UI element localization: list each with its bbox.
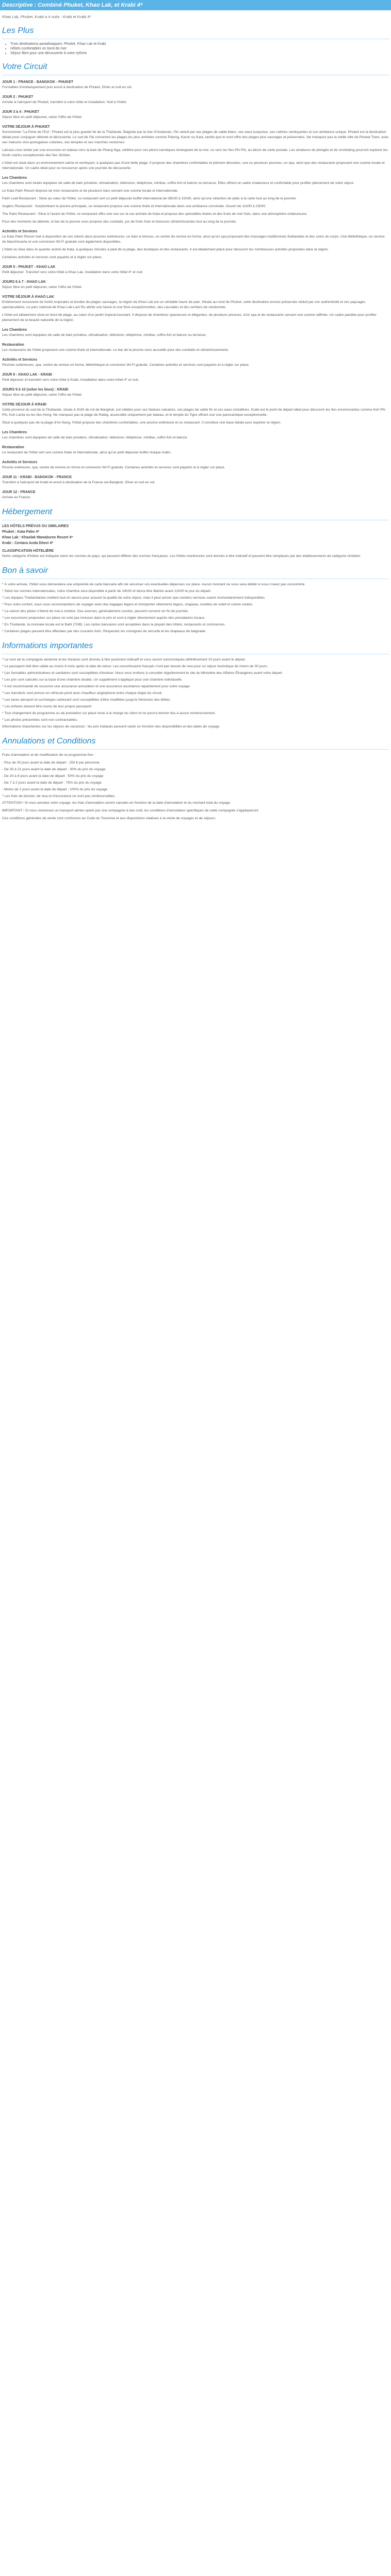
bullet-item: * Les taxes aéroport et surcharges carburant sont susceptibles d'être modifiées jusqu'à l'émission des billets. xyxy=(2,698,171,702)
paragraph: Séjour libre en petit déjeuner, selon l'offre de l'hôtel. xyxy=(2,115,83,119)
section-title-bon: Bon à savoir xyxy=(2,566,48,575)
annul-intro: Frais d'annulation et de modification de ce programme fixe : xyxy=(2,753,95,757)
day-heading: VOTRE SÉJOUR À KRABI xyxy=(2,403,46,406)
annul-list xyxy=(0,760,391,799)
bullet-item: * Le nom de la compagnie aérienne et les horaires sont donnés à titre purement indicatif et vous seront communiqués définitivement 10 jours avant le départ. xyxy=(2,658,246,662)
classification-head: CLASSIFICATION HÔTELIÈRE xyxy=(2,549,54,553)
day-heading: JOUR 11 : KRABI - BANGKOK - FRANCE xyxy=(2,476,72,479)
day-heading: Activités et Services xyxy=(2,230,38,233)
bullet-item: - De 20 à 8 jours avant la date de départ : 50% du prix du voyage xyxy=(2,774,104,778)
day-heading: Restauration xyxy=(2,343,24,347)
day-heading: VOTRE SÉJOUR À PHUKET xyxy=(2,125,50,129)
page xyxy=(0,0,391,821)
day-heading: JOUR 2 : PHUKET xyxy=(2,95,34,99)
day-heading: JOUR 3 à 4 : PHUKET xyxy=(2,110,39,114)
paragraph: Piscines extérieures, spa, centre de remise en forme, bibliothèque et connexion Wi-Fi gratuite. Certaines activités et services sont payants et à régler sur place. xyxy=(2,363,250,367)
section-title-plus: Les Plus xyxy=(2,26,34,35)
paragraph: Cette province du sud de la Thaïlande, située à 1h30 de vol de Bangkok, est célèbre pour ses falaises calcaires, ses plages de sable fin et ses eaux cristallines. Krabi est le point de départ idéal pour découvrir les îles environnantes comme Koh Phi Phi, Koh Lanta ou les îles Hong. Ne manquez pas la plage de Railay, accessible uniquement par bateau, et le temple du Tigre offrant une vue panoramique exceptionnelle. xyxy=(2,408,386,417)
day-heading: JOUR 12 : FRANCE xyxy=(2,490,36,494)
bullet-item: Informations importantes sur les séjours de vacances : les prix indiqués peuvent varier en fonction des disponibilités et des dates de voyage. xyxy=(2,725,220,728)
paragraph: Les chambres sont équipées de salle de bain privative, climatisation, télévision, téléphone, minibar, coffre-fort et balcon ou terrasse. xyxy=(2,333,207,337)
info-list xyxy=(0,657,391,730)
annul-notes xyxy=(0,801,391,821)
paragraph: L'hôtel est idéalement situé en bord de plage, au cœur d'un jardin tropical luxuriant. Il dispose de chambres spacieuses et élégantes, de plusieurs piscines, d'un spa et de restaurants servant une cuisine raffinée. Un cadre paisible pour profiter pleinement de la beauté naturelle de la région. xyxy=(2,313,377,322)
paragraph: Piscine extérieure, spa, centre de remise en forme et connexion Wi-Fi gratuite. Certaines activités et services sont payants et à régler sur place. xyxy=(2,466,225,469)
hotel-name: Krabi : Centara Anda Dhevi 4* xyxy=(2,541,53,545)
day-heading: JOUR 5 : PHUKET - KHAO LAK xyxy=(2,265,56,269)
note-paragraph: ATTENTION ! Si vous annulez votre voyage, les frais d'annulation seront calculés en fonction de la date d'annulation et du montant total du voyage. xyxy=(2,801,231,805)
paragraph: Pour des moments de détente, le bar de la piscine vous propose des cocktails, jus de fruits frais et boissons rafraîchissantes tout au long de la journée. xyxy=(2,220,237,224)
paragraph: Entièrement recouverte de forêts tropicales et bordée de plages sauvages, la région de Khao Lak est un véritable havre de paix. Située au nord de Phuket, cette destination encore préservée séduit par son authenticité et ses paysages spectaculaires. Le parc national de Khao Lak-Lam Ru abrite une faune et une flore exceptionnelles, des cascades et des sentiers de randonnée. xyxy=(2,300,366,309)
paragraph: Formalités d'embarquement puis envol à destination de Phuket. Dîner et nuit en vol. xyxy=(2,86,133,89)
day-heading: Activités et Services xyxy=(2,358,38,362)
paragraph: The Palm Restaurant : Situé à l'avant de l'hôtel, ce restaurant offre une vue sur la rue animée de Kata et propose des spécialités thaïes et des fruits de mer frais, dans une atmosphère chaleureuse. xyxy=(2,212,307,216)
day-heading: Activités et Services xyxy=(2,461,38,464)
bullet-item: * Pour votre confort, nous vous recommandons de voyager avec des bagages légers et d'emporter vêtements légers, chapeau, lunettes de soleil et crème solaire. xyxy=(2,603,253,606)
paragraph: Petit déjeuner et transfert vers votre hôtel à Krabi. Installation dans votre hôtel 4* et nuit. xyxy=(2,378,139,382)
paragraph: Séjour libre en petit déjeuner, selon l'offre de l'hôtel. xyxy=(2,393,83,397)
page-subtitle: Khao Lak, Phuket, Krabi a 4 nuits - Krabi et Krabi 4* xyxy=(2,14,91,19)
bullet-item: * Les enfants doivent être munis de leur propre passeport. xyxy=(2,705,92,708)
banner xyxy=(0,0,391,10)
paragraph: Le Kata Palm Resort met à disposition de ses clients deux piscines extérieures, un bain à remous, un centre de remise en forme, ainsi qu'un spa proposant des massages traditionnels thaïlandais et des soins du corps. Une bibliothèque, un service de blanchisserie et une connexion Wi-Fi gratuite sont également disponibles. xyxy=(2,235,385,244)
bullet-item: * Les excursions proposées sur place ne sont pas incluses dans le prix et sont à régler directement auprès des prestataires locaux. xyxy=(2,616,206,620)
list-item: • Trois destinations paradisiaques: Phuket, Khao Lak et Krabi xyxy=(10,42,391,46)
paragraph: L'hôtel se situe dans le quartier animé de Kata, à quelques minutes à pied de la plage, des boutiques et des restaurants. Il est idéalement placé pour découvrir les nombreuses activités proposées dans la région. xyxy=(2,248,329,251)
list-item: • Séjour libre pour une découverte à votre rythme xyxy=(10,52,391,55)
paragraph: Le restaurant de l'hôtel sert une cuisine thaïe et internationale, ainsi qu'un petit déjeuner buffet chaque matin. xyxy=(2,451,172,454)
paragraph: Surnommée "La Perle de l'Est", Phuket est la plus grande île de la Thaïlande. Baignée par la mer d'Andaman, l'île séduit par ses plages de sable blanc, ses eaux turquoise, ses collines verdoyantes et son ambiance unique. Phuket est la destination idéale pour conjuguer détente et découverte. Le sud de l'île concentre les plages les plus animées comme Patong, Karon ou Kata, tandis que le nord offre des plages plus sauvages et préservées. Ne manquez pas la vieille ville de Phuket Town, avec ses maisons sino-portugaises colorées, ses temples et ses marchés nocturnes. xyxy=(2,130,389,144)
divider xyxy=(2,749,389,750)
paragraph: Arrivée à l'aéroport de Phuket, transfert à votre hôtel et installation. Nuit à l'hôtel. xyxy=(2,100,127,104)
paragraph: Anglers Restaurant : Surplombant la piscine principale, ce restaurant propose une cuisine thaïe et internationale dans une ambiance conviviale. Ouvert de 11h00 à 23h00. xyxy=(2,205,267,208)
list-item: • Hôtels confortables en bord de mer xyxy=(10,47,391,50)
note-paragraph: Ces conditions générales de vente sont conformes au Code du Tourisme et aux dispositions relatives à la vente de voyages et de séjours. xyxy=(2,817,216,820)
paragraph: Palm Leaf Restaurant : Situé au cœur de l'hôtel, ce restaurant sert un petit déjeuner buffet international de 06h30 à 10h30, ainsi qu'une sélection de plats à la carte tout au long de la journée. xyxy=(2,197,297,200)
section-title-annul: Annulations et Conditions xyxy=(2,737,96,745)
day-heading: JOUR 8 : KHAO LAK - KRABI xyxy=(2,373,52,377)
paragraph: Laissez-vous tenter par une excursion en bateau vers la baie de Phang Nga, célèbre pour ses pitons karstiques émergeant de la mer, ou vers les îles Phi Phi, au décor de carte postale. Les amateurs de plongée et de snorkeling pourront explorer les fonds marins exceptionnels des îles Similan. xyxy=(2,148,388,157)
circuit-body xyxy=(0,80,391,500)
bullet-item: * Selon les normes internationales, votre chambre sera disponible à partir de 14h00 et devra être libérée avant 12h00 le jour du départ. xyxy=(2,589,211,593)
day-heading: JOURS 9 à 10 (selon les lieux) : KRABI xyxy=(2,388,69,392)
hotel-name: Khao Lak : Khaolak Wanaburee Resort 4* xyxy=(2,536,73,539)
bullet-item: - Plus de 30 jours avant la date de départ : 150 € par personne xyxy=(2,761,100,765)
page-title: Descriptive : Combiné Phuket, Khao Lak, et Krabi 4* xyxy=(2,2,143,8)
classification-text: Notre catégorie d'hôtels est indiquée selon les normes du pays, qui peuvent différer des normes françaises. Les hôtels mentionnés sont donnés à titre indicatif et peuvent être remplacés par des établissements de catégorie similaire. xyxy=(2,554,361,558)
bullet-item: * Les photos présentées sont non contractuelles. xyxy=(2,718,78,722)
day-heading: Les Chambres xyxy=(2,431,27,434)
day-heading: JOURS 6 à 7 : KHAO LAK xyxy=(2,280,46,284)
section-title-circuit: Votre Circuit xyxy=(2,62,47,71)
bullet-item: - Moins de 2 jours avant la date de départ : 100% du prix du voyage xyxy=(2,788,108,791)
paragraph: Petit déjeuner. Transfert vers votre hôtel à Khao Lak, installation dans votre hôtel 4* et nuit. xyxy=(2,270,143,274)
day-heading: JOUR 1 : FRANCE - BANGKOK - PHUKET xyxy=(2,80,74,84)
paragraph: Certaines activités et services sont payants et à régler sur place. xyxy=(2,256,103,259)
bullet-item: * Le passeport doit être valide au moins 6 mois après la date de retour. Les ressortissants français n'ont pas besoin de visa pour un séjour touristique de moins de 30 jours. xyxy=(2,665,268,668)
section-title-info: Informations importantes xyxy=(2,641,93,650)
hotel-name: Phuket : Kata Palm 4* xyxy=(2,530,39,534)
bon-list xyxy=(0,582,391,634)
bullet-item: - De 30 à 21 jours avant la date de départ : 30% du prix du voyage xyxy=(2,768,106,771)
paragraph: Les chambres sont toutes équipées de salle de bain privative, climatisation, télévision, téléphone, minibar, coffre-fort et balcon ou terrasse. Elles offrent un cadre chaleureux et confortable pour profiter pleinement de votre séjour. xyxy=(2,181,354,185)
bullet-item: * En Thaïlande, la monnaie locale est le Baht (THB). Les cartes bancaires sont acceptées dans la plupart des hôtels, restaurants et commerces. xyxy=(2,623,226,626)
bullet-item: * Certaines plages peuvent être affectées par des courants forts. Respectez les consignes de sécurité et les drapeaux de baignade. xyxy=(2,630,206,633)
bullet-item: * Les équipes Thaïlandaises mettent tout en œuvre pour assurer la qualité de votre séjour, mais il peut arriver que certains services soient momentanément indisponibles. xyxy=(2,596,266,600)
section-title-hebergement: Hébergement xyxy=(2,507,52,516)
hotels-intro: LES HÔTELS PRÉVUS OU SIMILAIRES xyxy=(2,524,69,528)
day-heading: Les Chambres xyxy=(2,328,27,332)
day-heading: Les Chambres xyxy=(2,176,27,180)
bullet-item: * Tout changement de programme ou de prestation sur place reste à la charge du client et ne pourra donner lieu à aucun remboursement. xyxy=(2,711,216,715)
paragraph: Transfert à l'aéroport de Krabi et envol à destination de la France via Bangkok. Dîner et nuit en vol. xyxy=(2,481,156,484)
paragraph: Séjour libre en petit déjeuner, selon l'offre de l'hôtel. xyxy=(2,285,83,289)
paragraph: Les chambres sont équipées de salle de bain privative, climatisation, télévision, téléphone, minibar, coffre-fort et balcon. xyxy=(2,436,188,439)
bullet-item: * La saison des pluies s'étend de mai à octobre. Des averses, généralement courtes, peuvent survenir en fin de journée. xyxy=(2,609,189,613)
day-heading: Restauration xyxy=(2,446,24,449)
bullet-item: * Il est recommandé de souscrire une assurance annulation et une assurance assistance rapatriement pour votre voyage. xyxy=(2,685,191,688)
bullet-item: * À votre arrivée, l'hôtel vous demandera une empreinte de carte bancaire afin de sécuriser vos éventuelles dépenses sur place. Aucun montant ne vous sera débité si vous n'avez pas consommé. xyxy=(2,583,306,586)
bullet-item: * Les prix sont calculés sur la base d'une chambre double. Un supplément s'applique pour une chambre individuelle. xyxy=(2,678,183,682)
paragraph: Les restaurants de l'hôtel proposent une cuisine thaïe et internationale. Le bar de la piscine vous accueille pour des cocktails et rafraîchissements. xyxy=(2,348,229,352)
plus-list xyxy=(0,42,391,55)
bullet-item: - De 7 à 2 jours avant la date de départ : 75% du prix du voyage xyxy=(2,781,102,785)
paragraph: Le Kata Palm Resort dispose de trois restaurants et de plusieurs bars servant une cuisine locale et internationale. xyxy=(2,189,178,193)
bullet-item: * Les formalités administratives et sanitaires sont susceptibles d'évoluer. Nous vous invitons à consulter régulièrement le site du Ministère des Affaires Étrangères avant votre départ. xyxy=(2,671,283,675)
paragraph: Arrivée en France. xyxy=(2,496,31,499)
bullet-item: * Les frais de dossier, de visa et d'assurance ne sont pas remboursables. xyxy=(2,794,116,798)
paragraph: Situé à quelques pas de la plage d'Ao Nang, l'hôtel propose des chambres confortables, une piscine extérieure et un restaurant. Il constitue une base idéale pour explorer la région. xyxy=(2,421,282,425)
note-paragraph: IMPORTANT ! Si vous choisissez un transport aérien opéré par une compagnie à bas coût, les conditions d'annulation spécifiques de cette compagnie s'appliqueront. xyxy=(2,809,259,812)
bullet-item: * Les transferts sont prévus en véhicule privé avec chauffeur anglophone entre chaque étape du circuit. xyxy=(2,691,162,695)
day-heading: VOTRE SÉJOUR À KHAO LAK xyxy=(2,295,54,299)
paragraph: L'hôtel est situé dans un environnement calme et verdoyant, à quelques pas d'une belle plage. Il propose des chambres confortables et joliment décorées, une ou plusieurs piscines, un spa, ainsi que des restaurants proposant une cuisine locale et internationale. Un cadre idéal pour se ressourcer après une journée de découverte. xyxy=(2,161,385,170)
